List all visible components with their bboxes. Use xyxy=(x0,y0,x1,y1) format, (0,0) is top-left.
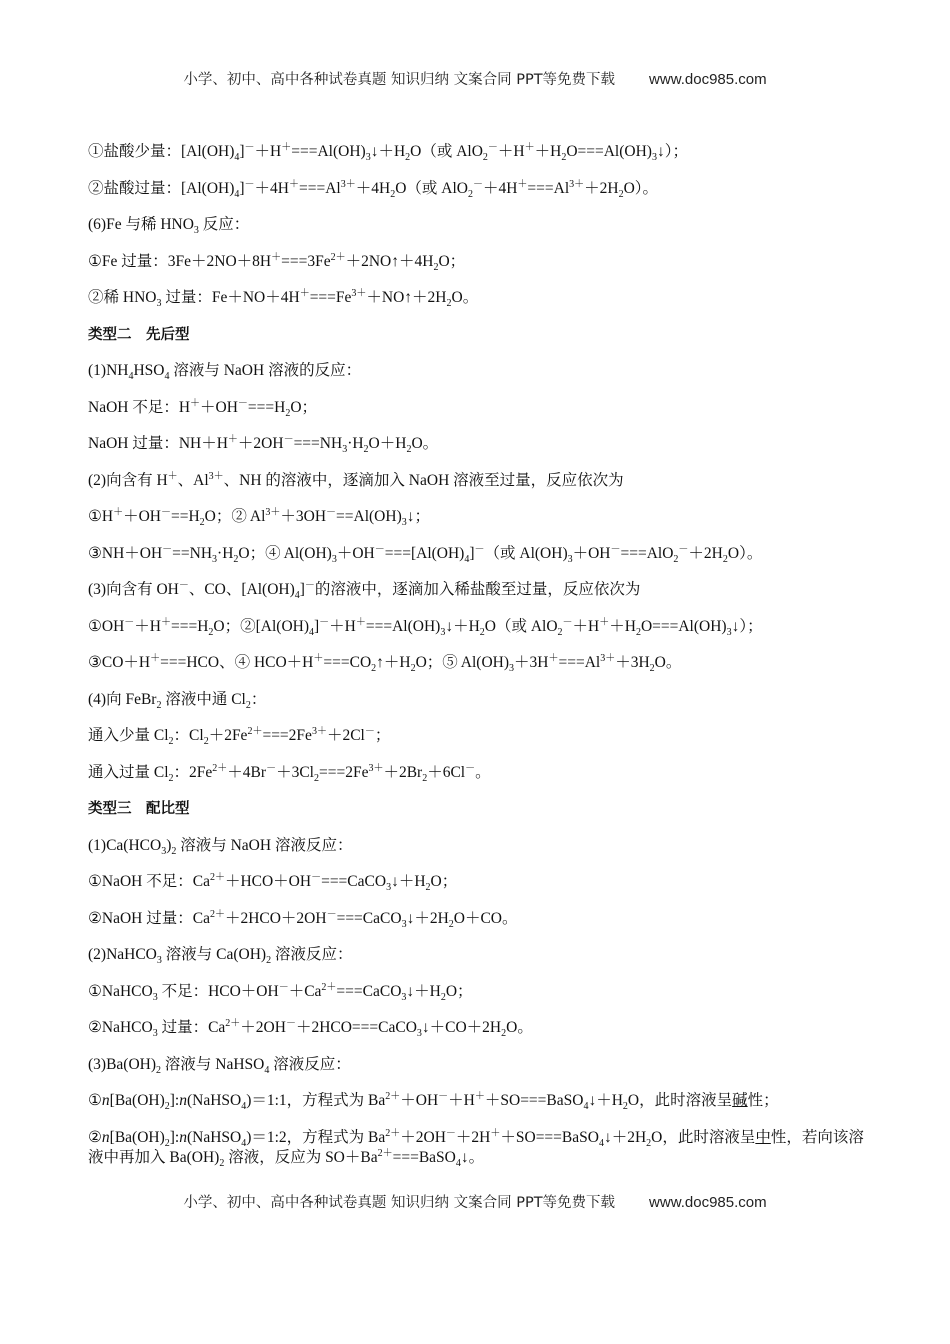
text-line: (2)向含有 H＋、$Al^{3+}$、NH 的溶液中，逐滴加入 NaOH 溶液至过量，反应依次为 xyxy=(88,470,624,489)
text-line: $①H^++OH^-==H_2O$；② $Al^{3+}+3OH^-==Al(OH)_3↓$； xyxy=(88,506,430,529)
text-line: (3)向含有 OH－、CO、$[Al(OH)_4]^-$的溶液中，逐滴加入稀盐酸至过量，反应依次为 xyxy=(88,579,641,602)
text-line: (4)向 FeBr$_2$ 溶液中通 $Cl_2$： xyxy=(88,690,267,711)
text-line: ②NaOH 过量：$Ca^{2+}+2HCO+2OH^-===CaCO_3↓+2H_2O+CO$。 xyxy=(88,908,518,930)
header-banner-url[interactable]: www.doc985.com xyxy=(649,71,767,88)
header-banner-text: 小学、初中、高中各种试卷真题 知识归纳 文案合同 PPT等免费下载 xyxy=(183,72,616,88)
section-heading: 类型二 先后型 xyxy=(88,326,190,343)
footer-banner-url[interactable]: www.doc985.com xyxy=(649,1194,767,1211)
text-line: $(3)Ba(OH)_2$ 溶液与 NaHSO$_4$ 溶液反应： xyxy=(88,1055,351,1076)
footer-banner-text: 小学、初中、高中各种试卷真题 知识归纳 文案合同 PPT等免费下载 xyxy=(183,1195,616,1211)
section-heading: 类型三 配比型 xyxy=(88,801,190,817)
text-line: ②盐酸过量：$[Al(OH)_4]^-+4H^+===Al^{3+}+4H_2O$（或 $AlO_2^-+4H^+===Al^{3+}+2H_2O$）。 xyxy=(88,178,659,200)
text-line: ②NaHCO$_3$ 过量：$Ca^{2+}+2OH^-+2HCO===CaCO_3↓+CO+2H_2O$。 xyxy=(88,1017,533,1040)
text-line: $①n[Ba(OH)_2]:n(NaHSO_4)=1:1$，方程式为 $Ba^{2+}+OH^-+H^++SO===BaSO_4↓+H_2O$，此时溶液呈碱性； xyxy=(88,1090,779,1113)
text-line: ①盐酸少量：$[Al(OH)_4]^-+H^+===Al(OH)_3↓+H_2O$（或 $AlO_2^-+H^++H_2O===Al(OH)_3↓$）； xyxy=(88,141,688,164)
text-line: NaOH 过量：$NH+H^++2OH^-===NH_3\cdot H_2O+H_2O$。 xyxy=(88,433,439,456)
header-banner xyxy=(0,68,950,89)
text-line: ①NaHCO$_3$ 不足：$HCO+OH^-+Ca^{2+}===CaCO_3↓+H_2O$； xyxy=(88,981,473,1003)
text-line: (6)Fe 与稀 $HNO_3$ 反应： xyxy=(88,216,250,237)
footer-banner xyxy=(0,1191,950,1212)
text-line: $②n[Ba(OH)_2]:n(NaHSO_4)=1:2$，方程式为 $Ba^{2+}+2OH^-+2H^++SO===BaSO_4↓+2H_2O$，此时溶液呈中性，若向该溶液中再加入 $Ba(OH)_2$ 溶液，反应为 $SO+Ba^{2+}===BaSO_4↓$。 xyxy=(88,1127,864,1169)
text-line: 通入少量 $Cl_2$：$Cl_2+2Fe^{2+}===2Fe^{3+}+2Cl^-$； xyxy=(88,725,391,748)
text-line: ②稀 $HNO_3$ 过量：$Fe+NO+4H^+===Fe^{3+}+NO↑+2H_2O$。 xyxy=(88,287,479,310)
text-line: $③NH+OH^-==NH_3\cdot H_2O$；④ $Al(OH)_3+OH^-===[Al(OH)_4]^-$（或 $Al(OH)_3+OH^-===AlO_2^-+2H_2O$）。 xyxy=(88,543,763,565)
text-line: $(1)Ca(HCO_3)_2$ 溶液与 NaOH 溶液反应： xyxy=(88,836,353,857)
text-line: NaOH 不足：$H^++OH^-===H_2O$； xyxy=(88,397,318,419)
text-line: $①OH^-+H^+===H_2O$；$②[Al(OH)_4]^-+H^+===Al(OH)_3↓+H_2O$（或 $AlO_2^-+H^++H_2O===Al(OH)_3↓$）； xyxy=(88,616,763,638)
text-line: ③CO＋H＋===HCO、④ $HCO+H^+===CO_2↑+H_2O$；⑤ $Al(OH)_3+3H^+===Al^{3+}+3H_2O$。 xyxy=(88,652,682,675)
text-line: ①NaOH 不足：$Ca^{2+}+HCO+OH^-===CaCO_3↓+H_2O$； xyxy=(88,871,458,894)
text-line: (2)NaHCO$_3$ 溶液与 $Ca(OH)_2$ 溶液反应： xyxy=(88,946,353,967)
text-line: ①Fe 过量：$3Fe+2NO+8H^+===3Fe^{2+}+2NO↑+4H_2O$； xyxy=(88,251,466,273)
text-line: $(1)NH_4HSO_4$ 溶液与 NaOH 溶液的反应： xyxy=(88,362,362,383)
document-body xyxy=(88,142,868,1184)
text-line: 通入过量 $Cl_2$：$2Fe^{2+}+4Br^-+3Cl_2===2Fe^{3+}+2Br_2+6Cl^-$。 xyxy=(88,762,491,784)
